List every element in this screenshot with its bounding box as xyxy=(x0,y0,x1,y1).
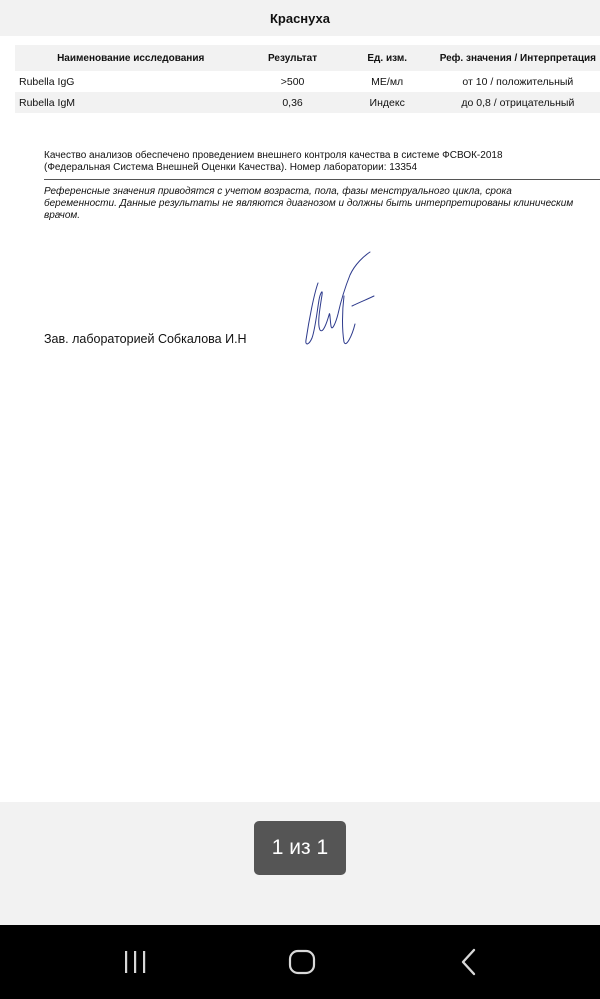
header-unit: Ед. изм. xyxy=(339,45,436,71)
head-of-lab-label: Зав. лабораторией Собкалова И.Н xyxy=(44,332,247,346)
header-test-name: Наименование исследования xyxy=(15,45,246,71)
recent-apps-button[interactable] xyxy=(105,942,165,982)
table-header-row xyxy=(15,45,600,71)
header-result: Результат xyxy=(246,45,338,71)
page-indicator-text: 1 из 1 xyxy=(271,836,329,859)
cell-unit: МЕ/мл xyxy=(339,71,436,92)
recent-apps-icon xyxy=(120,947,150,977)
viewer-bottom-bar xyxy=(0,802,600,925)
quality-line-1: Качество анализов обеспечено проведением внешнего контроля качества в системе ФСВОК-2018 xyxy=(44,150,503,161)
quality-line-2: (Федеральная Система Внешней Оценки Качества). Номер лаборатории: 13354 xyxy=(44,162,418,173)
document-title-text: Краснуха xyxy=(269,10,331,26)
table-row xyxy=(15,92,600,113)
header-reference: Реф. значения / Интерпретация xyxy=(436,45,600,71)
reference-disclaimer: Референсные значения приводятся с учетом возраста, пола, фазы менструального цикла, срока беременности. Данные результаты не являются диагнозом и должны быть интерпретированы клиническим врачом. xyxy=(44,186,574,221)
cell-reference: до 0,8 / отрицательный xyxy=(436,92,600,113)
cell-unit: Индекс xyxy=(339,92,436,113)
signature-image xyxy=(300,250,390,350)
home-icon xyxy=(287,947,317,977)
back-button[interactable] xyxy=(440,942,500,982)
signature-stroke xyxy=(343,296,356,344)
divider xyxy=(44,179,600,180)
cell-result: >500 xyxy=(246,71,338,92)
cell-result: 0,36 xyxy=(246,92,338,113)
signature-stroke xyxy=(306,252,370,344)
home-button[interactable] xyxy=(272,942,332,982)
signature-stroke xyxy=(352,296,374,306)
cell-reference: от 10 / положительный xyxy=(436,71,600,92)
back-icon xyxy=(455,947,485,977)
table-row xyxy=(15,71,600,92)
cell-test-name: Rubella IgG xyxy=(15,71,246,92)
quality-control-note xyxy=(44,150,584,174)
results-table xyxy=(15,45,600,113)
system-navigation-bar xyxy=(0,925,600,999)
page-indicator xyxy=(254,821,346,875)
document-title xyxy=(0,0,600,36)
cell-test-name: Rubella IgM xyxy=(15,92,246,113)
